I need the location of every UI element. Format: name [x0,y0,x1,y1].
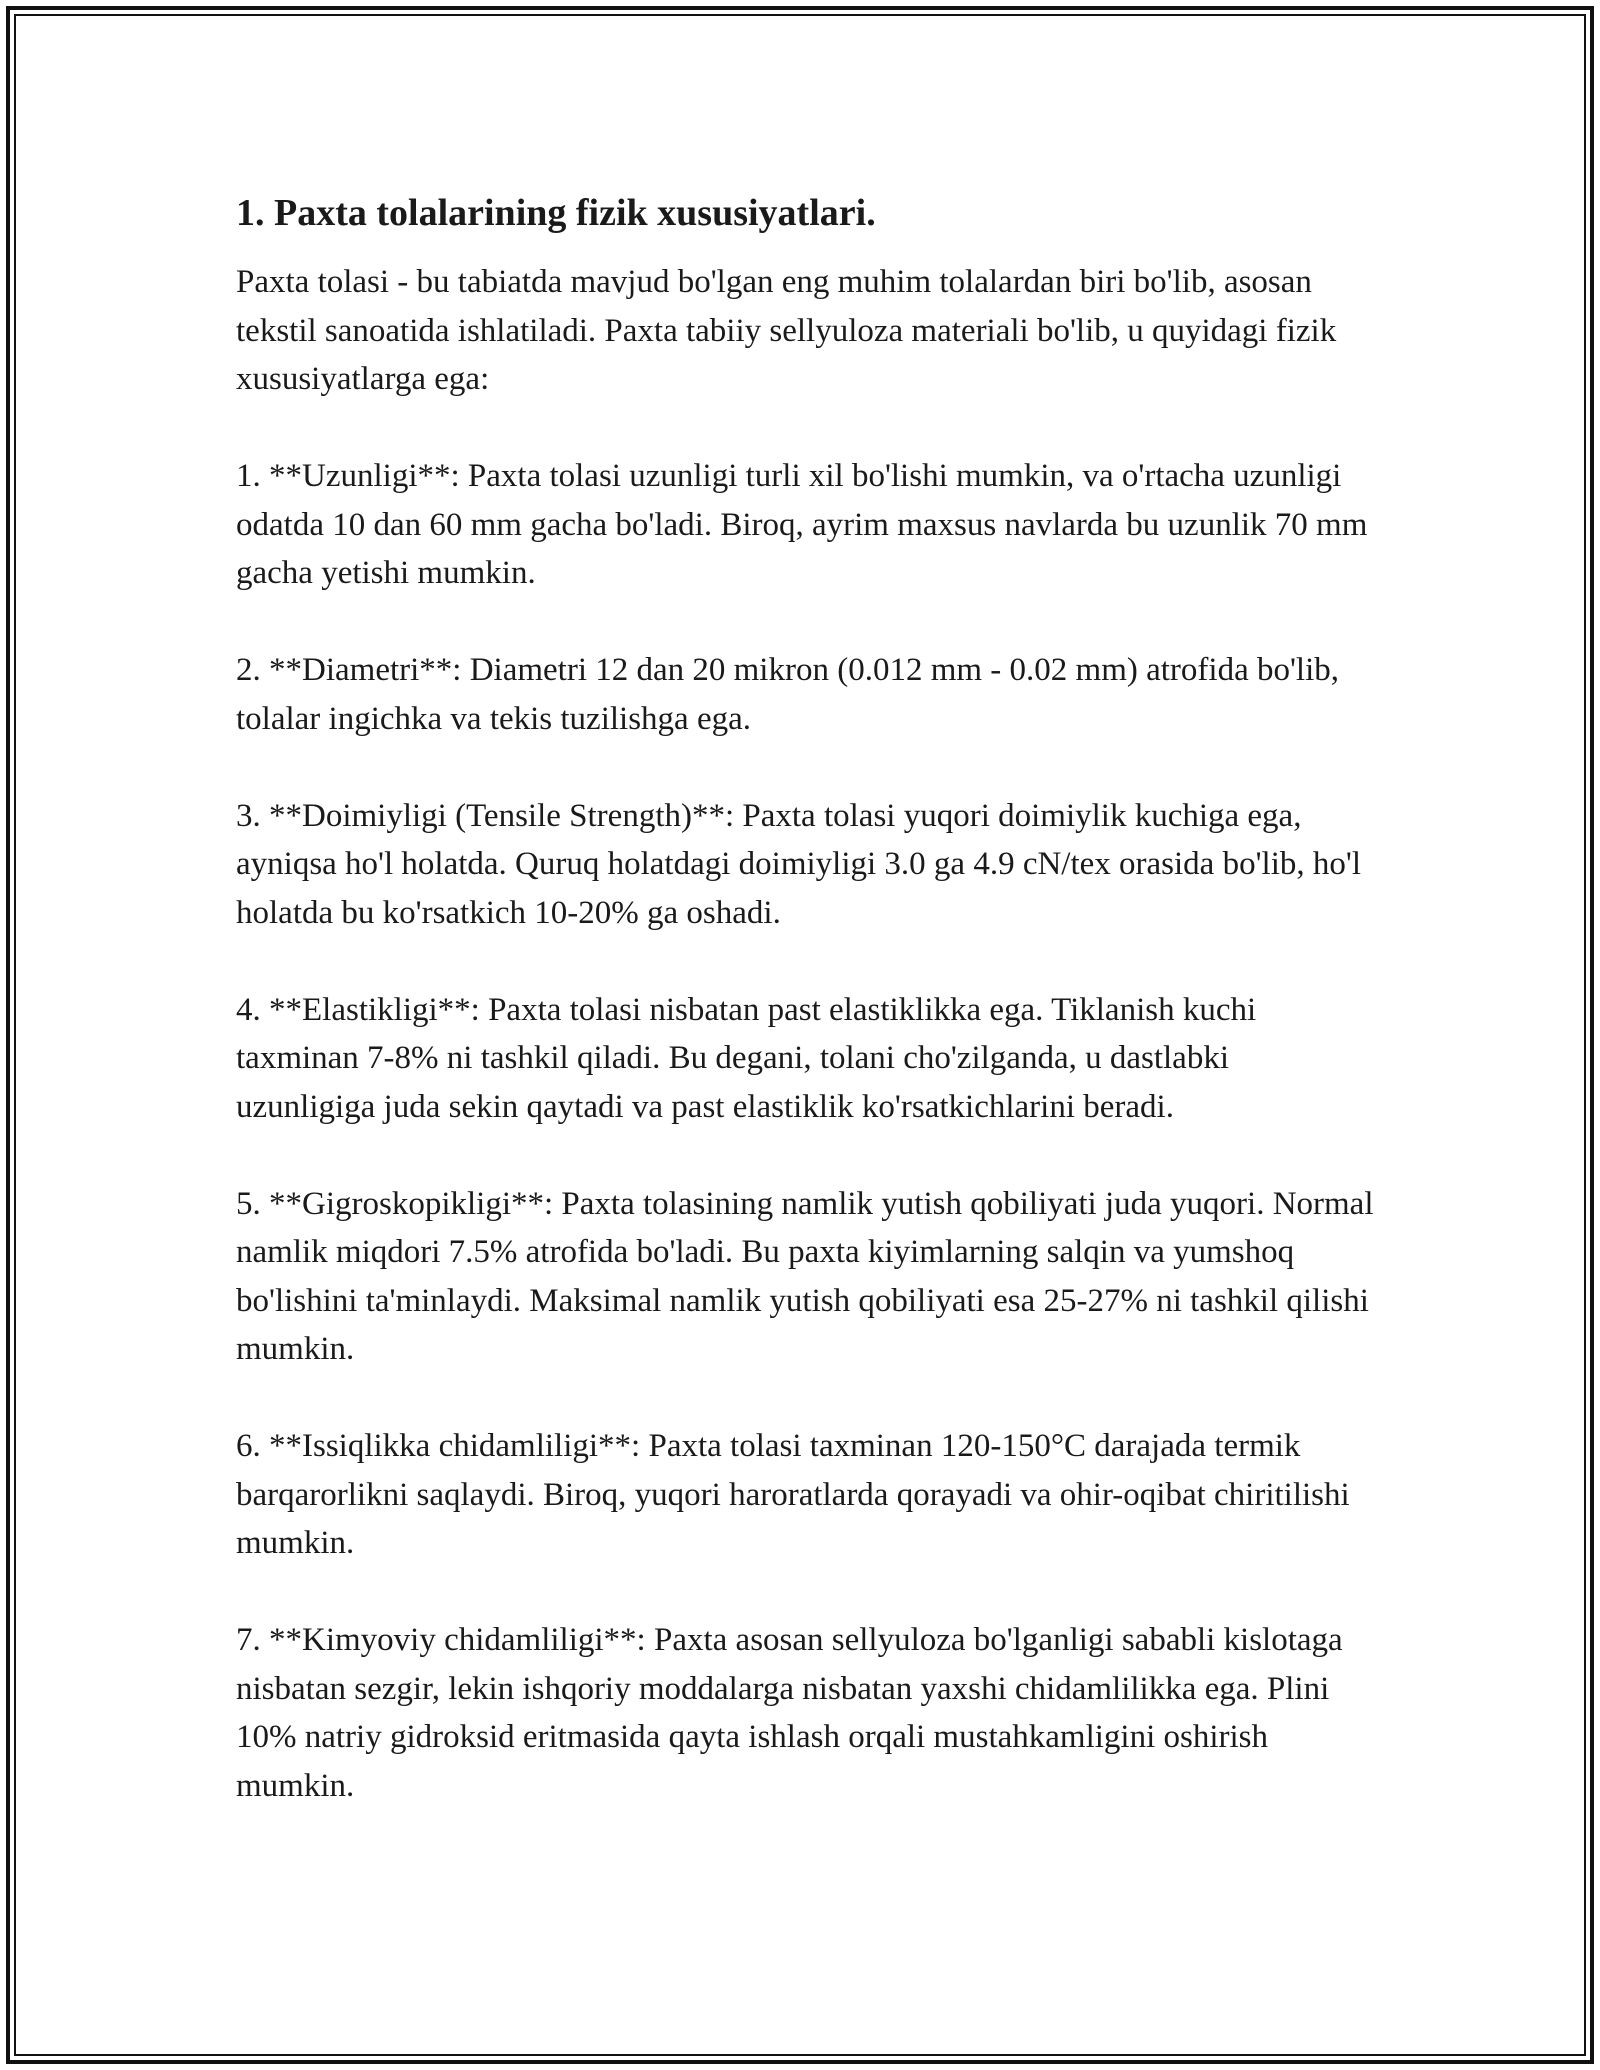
property-item-heat-resistance: 6. **Issiqlikka chidamliligi**: Paxta tolasi taxminan 120-150°C darajada termik barqarorlikni saqlaydi. Biroq, yuqori haroratlarda qorayadi va ohir-oqibat chiritilishi mumkin. [236,1428,1350,1561]
property-item-diameter: 2. **Diametri**: Diametri 12 dan 20 mikron (0.012 mm - 0.02 mm) atrofida bo'lib, tolalar ingichka va tekis tuzilishga ega. [236,652,1340,737]
property-item-tensile-strength: 3. **Doimiyligi (Tensile Strength)**: Paxta tolasi yuqori doimiylik kuchiga ega, ayniqsa ho'l holatda. Quruq holatdagi doimiyligi 3.0 ga 4.9 cN/tex orasida bo'lib, ho'l holatda bu ko'rsatkich 10-20% ga oshadi. [236,797,1361,931]
property-item-chemical-resistance: 7. **Kimyoviy chidamliligi**: Paxta asosan sellyuloza bo'lganligi sababli kislotaga nisbatan sezgir, lekin ishqoriy moddalarga nisbatan yaxshi chidamlilikka ega. Plini 10% natriy gidroksid eritmasida qayta ishlash orqali mustahkamligini oshirish mumkin. [236,1622,1343,1804]
property-item-length: 1. **Uzunligi**: Paxta tolasi uzunligi turli xil bo'lishi mumkin, va o'rtacha uzunligi odatda 10 dan 60 mm gacha bo'ladi. Biroq, ayrim maxsus navlarda bu uzunlik 70 mm gacha yetishi mumkin. [236,458,1368,591]
document-body [236,186,1376,1859]
property-item-elasticity: 4. **Elastikligi**: Paxta tolasi nisbatan past elastiklikka ega. Tiklanish kuchi taxminan 7-8% ni tashkil qiladi. Bu degani, tolani cho'zilganda, u dastlabki uzunligiga juda sekin qaytadi va past elastiklik ko'rsatkichlarini beradi. [236,991,1257,1125]
property-item-hygroscopicity: 5. **Gigroskopikligi**: Paxta tolasining namlik yutish qobiliyati juda yuqori. Normal namlik miqdori 7.5% atrofida bo'ladi. Bu paxta kiyimlarning salqin va yumshoq bo'lishini ta'minlaydi. Maksimal namlik yutish qobiliyati esa 25-27% ni tashkil qilishi mumkin. [236,1185,1374,1367]
document-title: 1. Paxta tolalarining fizik xususiyatlari. [236,192,876,234]
intro-paragraph: Paxta tolasi - bu tabiatda mavjud bo'lgan eng muhim tolalardan biri bo'lib, asosan tekstil sanoatida ishlatiladi. Paxta tabiiy sellyuloza materiali bo'lib, u quyidagi fizik xususiyatlarga ega: [236,264,1337,397]
